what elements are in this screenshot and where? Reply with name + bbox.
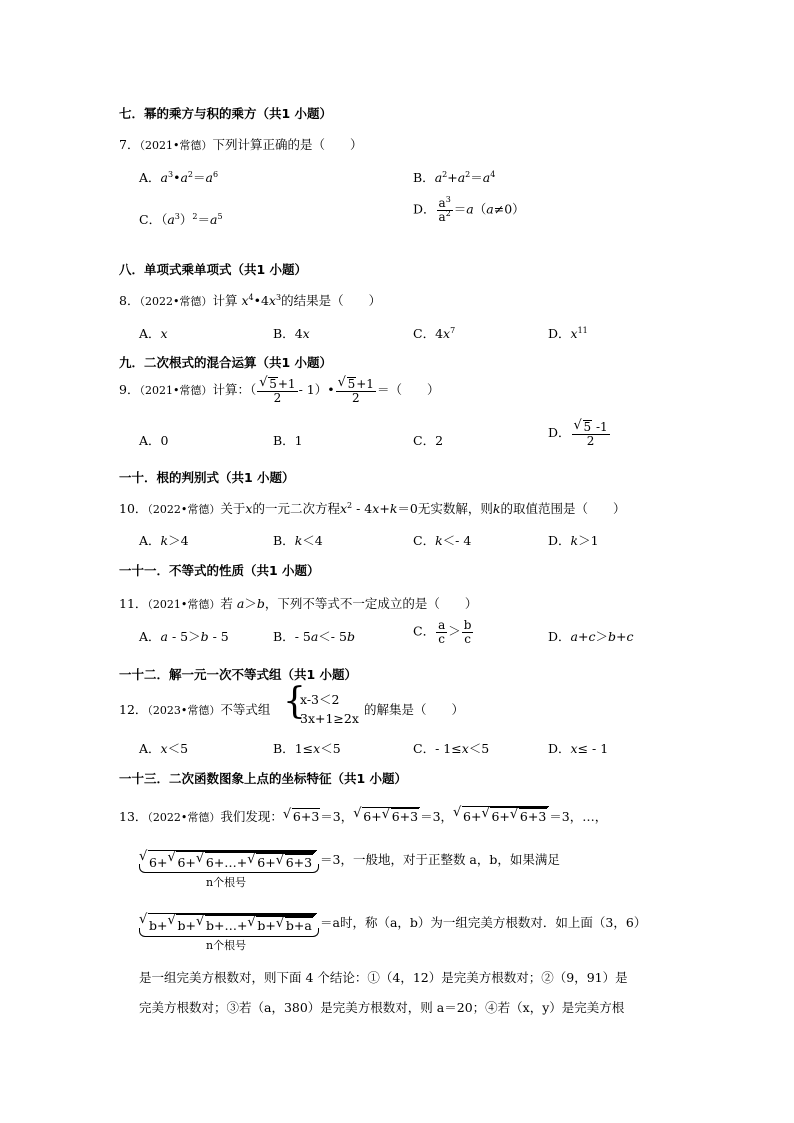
option-7b: B．$a^2+a^2=a^4$ xyxy=(413,170,496,185)
question-source: （2021•常德） xyxy=(139,139,213,152)
question-13-line2: ＝3，一般地，对于正整数 a，b，如果满足 xyxy=(320,852,560,867)
option-12d: D．x≤ - 1 xyxy=(548,741,609,756)
section-title-13: 一十三．二次函数图象上点的坐标特征（共1 小题） xyxy=(119,771,408,786)
question-13-line4: 完美方根数对；③若（a，380）是完美方根数对，则 a＝20；④若（x，y）是完美方根 xyxy=(139,1000,625,1015)
question-13-def: ＝a时，称（a，b）为一组完美方根数对．如上面（3，6） xyxy=(320,915,647,930)
option-11b: B．- 5a＜- 5b xyxy=(273,629,355,644)
option-11d: D．a+c＞b+c xyxy=(548,629,634,644)
system-line-1: x-3＜2 xyxy=(300,692,340,707)
option-8c: C．$4x^7$ xyxy=(413,326,456,341)
system-line-2: 3x+1≥2x xyxy=(300,711,359,726)
question-number: 7． xyxy=(119,137,140,152)
option-7c: C．$(a^3)^2=a^5$ xyxy=(139,212,223,227)
question-12-text: 12．（2023•常德）不等式组 xyxy=(119,702,271,717)
question-13-line1: 13．（2022•常德）我们发现：√ 6+3＝3，√ 6+√ 6+3 ＝3，√ 6+√ 6+√ 6+3 ＝3，…， xyxy=(119,806,607,825)
option-8b: B．4x xyxy=(273,326,310,341)
option-7a: A．$a^3•a^2=a^6$ xyxy=(139,170,219,185)
option-9a: A．0 xyxy=(139,433,169,448)
option-12b: B．1≤x＜5 xyxy=(273,741,341,756)
section-title-8: 八．单项式乘单项式（共1 小题） xyxy=(119,262,308,277)
nested-label-1: n个根号 xyxy=(206,876,247,889)
nested-label-2: n个根号 xyxy=(206,939,247,952)
option-9c: C．2 xyxy=(413,433,444,448)
option-10b: B．k＜4 xyxy=(273,533,323,548)
question-9: 9．（2021•常德）计算：（ √ $\frac{5+1}{2}$ - 1）• √ $\frac{5+1}{2}$ ＝（ ） xyxy=(119,377,439,404)
section-title-10: 一十．根的判别式（共1 小题） xyxy=(119,470,295,485)
section-title-9: 九．二次根式的混合运算（共1 小题） xyxy=(119,355,333,370)
option-9b: B．1 xyxy=(273,433,303,448)
option-12a: A．x＜5 xyxy=(139,741,189,756)
option-11c: C． $\frac{a}{c}$ ＞ $\frac{b}{c}$ xyxy=(413,618,472,646)
question-10: 10．（2022•常德）关于x的一元二次方程$x^2 - 4x+k=0$无实数解，则k的取值范围是（ ） xyxy=(119,501,626,516)
option-10d: D．k＞1 xyxy=(548,533,599,548)
option-8d: D．$x^{11}$ xyxy=(548,326,588,341)
question-7 xyxy=(119,135,362,153)
nested-radical-2: √ b+√ b+√ b+…+√ b+√ b+a xyxy=(139,913,317,933)
option-10a: A．k＞4 xyxy=(139,533,189,548)
section-title-12: 一十二．解一元一次不等式组（共1 小题） xyxy=(119,667,358,682)
section-title-11: 一十一．不等式的性质（共1 小题） xyxy=(119,563,320,578)
option-9d: D． √ $\frac{5 -1}{2}$ xyxy=(548,420,611,447)
underbrace-2 xyxy=(139,928,319,937)
option-12c: C．- 1≤x＜5 xyxy=(413,741,490,756)
option-11a: A．a - 5＞b - 5 xyxy=(139,629,229,644)
option-8a: A．x xyxy=(139,326,168,341)
question-13-line3: 是一组完美方根数对，则下面 4 个结论：①（4，12）是完美方根数对；②（9，91）是 xyxy=(139,970,628,985)
nested-radical-1: √ 6+√ 6+√ 6+…+√ 6+√ 6+3 xyxy=(139,850,317,870)
question-11: 11．（2021•常德）若 a＞b，下列不等式不一定成立的是（ ） xyxy=(119,596,478,611)
system-brace: { xyxy=(283,681,306,722)
section-title-7: 七．幂的乘方与积的乘方（共1 小题） xyxy=(119,106,333,121)
question-text: 下列计算正确的是（ ） xyxy=(212,137,363,152)
underbrace-1 xyxy=(139,864,319,873)
option-10c: C．k＜- 4 xyxy=(413,533,472,548)
question-8: 8．（2022•常德）计算 $x^4•4x^3$的结果是（ ） xyxy=(119,293,382,308)
question-12-post: 的解集是（ ） xyxy=(364,702,465,717)
option-7d: D． $\frac{a^3}{a^2}$ ＝a（a≠0） xyxy=(413,195,525,224)
